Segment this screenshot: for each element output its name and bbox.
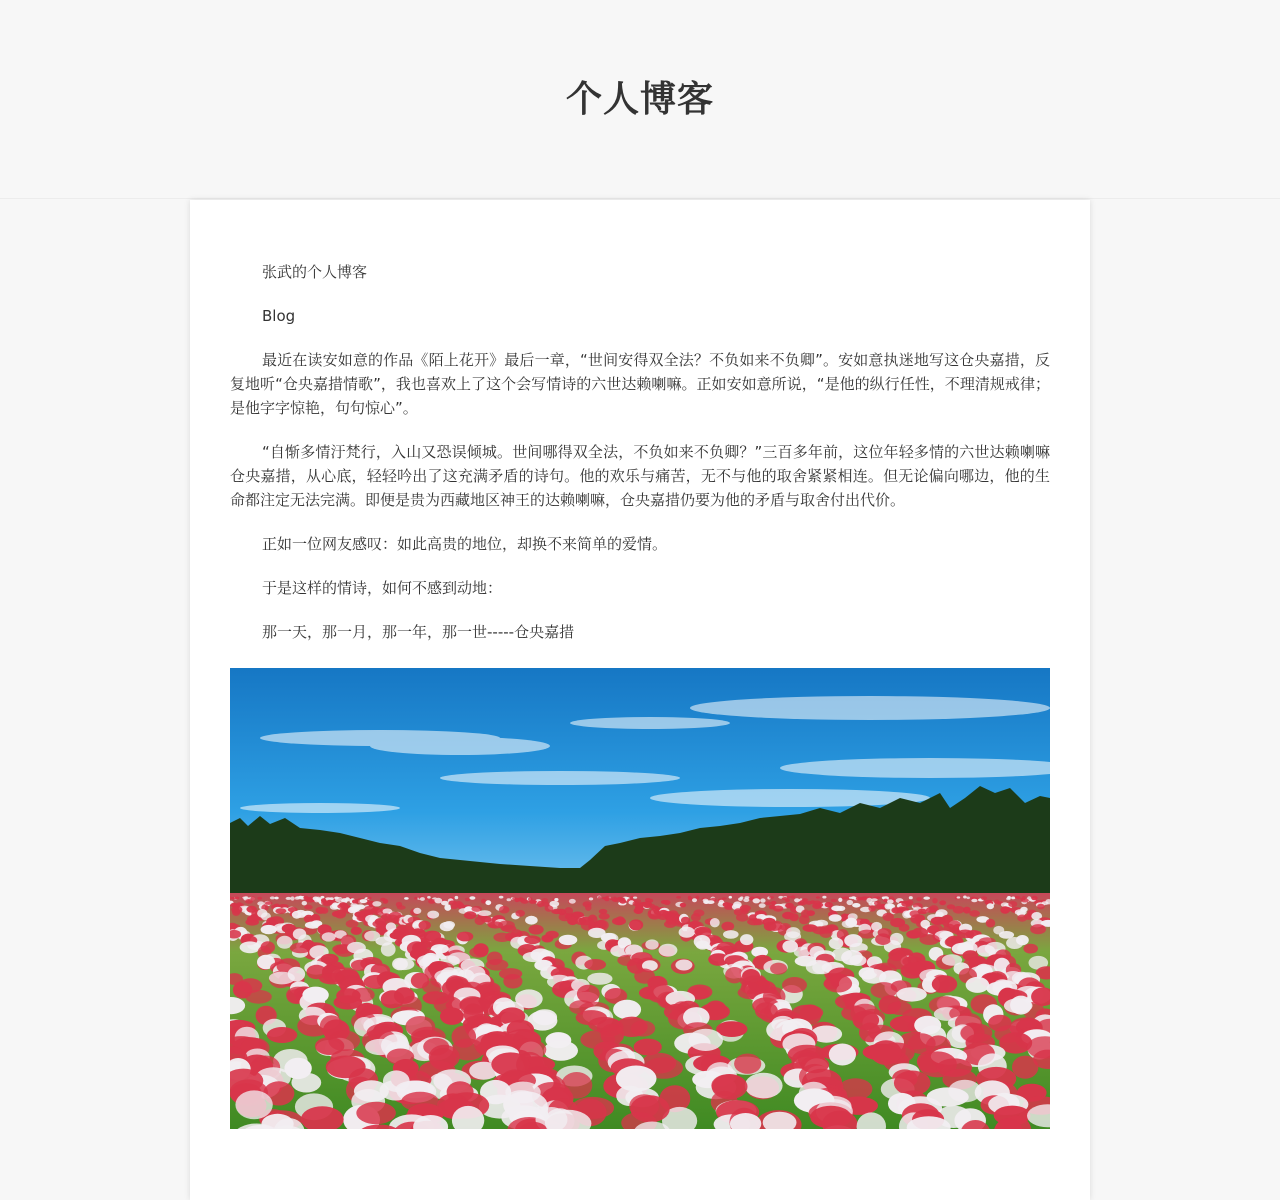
poppy <box>734 1054 761 1074</box>
poppy <box>537 901 544 907</box>
poppy <box>381 942 396 956</box>
poppy <box>710 918 720 927</box>
poppy <box>507 898 512 901</box>
poppy <box>605 898 609 901</box>
poppy <box>473 943 488 956</box>
poppy <box>354 1080 389 1102</box>
poppy-field-illustration <box>230 668 1050 1129</box>
poppy <box>352 905 362 911</box>
poppy <box>773 906 783 912</box>
post-paragraph: 于是这样的情诗，如何不感到动地： <box>262 579 503 597</box>
poppy <box>786 927 800 938</box>
poppy <box>791 895 796 898</box>
poppy <box>799 915 810 925</box>
poppy <box>838 898 842 902</box>
poppy <box>1008 901 1017 907</box>
poppy <box>890 933 904 945</box>
poppy <box>240 941 261 953</box>
poppy <box>901 901 911 907</box>
poppy <box>598 896 602 899</box>
poppy <box>822 896 826 899</box>
poppy <box>899 924 910 932</box>
poppy <box>420 897 425 901</box>
poppy <box>743 898 749 902</box>
post-paragraph: 正如一位网友感叹：如此高贵的地位，却换不来简单的爱情。 <box>262 535 668 553</box>
poppy <box>666 917 676 925</box>
poppy <box>1007 896 1011 899</box>
poppy <box>829 938 844 949</box>
poppy <box>868 905 876 911</box>
poppy <box>847 900 854 905</box>
poppy <box>589 897 593 900</box>
poppy <box>335 910 346 919</box>
poppy <box>322 932 336 941</box>
poppy <box>1031 896 1037 900</box>
poppy <box>745 1073 783 1099</box>
poppy <box>554 898 558 901</box>
poppy <box>789 913 798 921</box>
poppy <box>969 910 980 917</box>
poppy <box>909 896 913 899</box>
poppy <box>676 896 681 899</box>
poppy <box>966 897 970 900</box>
poppy <box>321 907 329 914</box>
poppy <box>633 897 637 899</box>
poppy <box>1021 898 1029 902</box>
poppy <box>1001 907 1012 912</box>
poppy <box>971 899 977 903</box>
poppy <box>876 896 880 898</box>
poppy <box>265 901 273 905</box>
poppy <box>427 896 431 899</box>
poppy <box>360 899 368 903</box>
poppy <box>478 910 491 916</box>
poppy <box>404 897 409 900</box>
poppy <box>235 1090 272 1119</box>
poppy <box>459 997 490 1013</box>
poppy <box>292 911 302 919</box>
poppy <box>852 903 860 908</box>
poppy <box>613 1000 641 1019</box>
poppy <box>533 1009 558 1025</box>
poppy <box>288 967 305 982</box>
poppy <box>932 898 937 904</box>
poppy <box>499 896 504 899</box>
poppy <box>383 899 389 904</box>
poppy <box>679 927 695 938</box>
poppy <box>829 914 842 922</box>
poppy <box>257 897 262 900</box>
poppy <box>837 906 846 911</box>
poppy <box>304 905 313 910</box>
poppy <box>849 955 866 966</box>
poppy <box>966 977 990 993</box>
poppy <box>235 897 240 900</box>
poppy <box>524 935 541 944</box>
poppy <box>529 925 544 935</box>
poppy <box>766 922 782 931</box>
poppy <box>1023 944 1038 954</box>
poppy <box>247 915 259 922</box>
poppy-field-photo <box>230 668 1050 1129</box>
poppy <box>231 897 235 899</box>
poppy <box>419 921 431 930</box>
poppy <box>981 896 987 900</box>
poppy <box>464 911 477 919</box>
poppy <box>1037 904 1045 910</box>
poppy <box>987 903 994 909</box>
poppy <box>559 935 578 945</box>
poppy <box>551 909 562 914</box>
poppy <box>696 940 710 949</box>
poppy <box>499 906 510 914</box>
poppy <box>328 1030 360 1051</box>
poppy <box>440 1008 464 1025</box>
poppy <box>245 990 272 1004</box>
poppy <box>443 921 455 929</box>
poppy <box>738 897 743 901</box>
poppy <box>675 960 692 971</box>
poppy <box>723 930 739 939</box>
poppy <box>765 901 771 905</box>
poppy <box>1012 1056 1038 1079</box>
poppy <box>753 898 761 903</box>
poppy <box>723 902 731 907</box>
poppy <box>290 943 311 954</box>
poppy <box>782 977 807 993</box>
poppy <box>525 916 538 925</box>
poppy <box>302 987 328 1004</box>
poppy <box>740 934 753 945</box>
poppy <box>887 899 894 903</box>
poppy <box>721 922 734 931</box>
poppy <box>503 974 522 989</box>
poppy <box>664 900 671 905</box>
poppy <box>275 908 286 914</box>
poppy <box>1016 935 1029 945</box>
poppy <box>986 919 995 928</box>
poppy <box>529 900 537 904</box>
poppy <box>829 1044 856 1066</box>
poppy <box>414 897 417 900</box>
poppy <box>947 920 961 930</box>
post-paragraph: Blog <box>262 307 296 325</box>
poppy <box>428 899 435 904</box>
post-paragraph: 那一天，那一月，那一年，那一世-----仓央嘉措 <box>262 623 575 641</box>
poppy <box>584 959 606 970</box>
poppy <box>1017 896 1021 899</box>
poppy <box>634 899 641 903</box>
poppy <box>645 939 658 949</box>
poppy <box>957 896 961 898</box>
poppy <box>759 903 766 908</box>
poppy <box>367 897 371 900</box>
poppy <box>831 899 838 903</box>
poppy <box>696 896 700 899</box>
poppy <box>455 896 459 899</box>
poppy <box>729 896 732 899</box>
poppy <box>815 903 823 908</box>
poppy <box>736 914 749 922</box>
poppy <box>693 909 704 916</box>
poppy <box>953 906 965 914</box>
site-header <box>0 0 1280 199</box>
poppy <box>302 901 307 905</box>
poppy <box>427 911 439 919</box>
poppy <box>816 896 820 898</box>
poppy <box>785 899 790 903</box>
poppy <box>261 925 277 934</box>
poppy <box>680 903 686 908</box>
poppy <box>270 896 275 899</box>
poppy <box>515 910 525 917</box>
poppy <box>939 900 946 905</box>
poppy <box>1030 924 1046 934</box>
poppy <box>599 913 610 920</box>
site-title: 个人博客 <box>565 79 714 120</box>
post-card <box>190 200 1090 1200</box>
poppy <box>394 958 415 970</box>
poppy <box>1010 996 1032 1015</box>
poppy <box>807 910 815 916</box>
poppy <box>231 906 242 913</box>
poppy <box>824 975 852 993</box>
poppy <box>769 896 774 898</box>
poppy <box>444 904 451 911</box>
poppy <box>245 899 253 904</box>
poppy <box>1011 897 1015 900</box>
post-paragraph: 张武的个人博客 <box>262 263 368 281</box>
poppy <box>771 901 777 905</box>
poppy <box>631 1020 655 1036</box>
poppy <box>451 904 458 909</box>
poppy <box>397 905 406 909</box>
poppy <box>635 905 643 912</box>
poppy <box>932 975 957 993</box>
poppy <box>346 920 359 928</box>
poppy <box>845 918 857 928</box>
poppy <box>919 934 939 945</box>
poppy <box>799 900 807 905</box>
poppy <box>760 898 765 902</box>
poppy <box>870 1040 901 1065</box>
poppy <box>351 927 362 935</box>
poppy <box>457 932 473 942</box>
poppy <box>469 896 475 899</box>
poppy <box>515 898 520 902</box>
poppy <box>615 916 625 925</box>
poppy <box>587 973 612 985</box>
poppy <box>291 1073 321 1093</box>
poppy <box>544 1040 578 1060</box>
poppy <box>336 988 360 1003</box>
poppy <box>485 900 491 905</box>
poppy <box>413 908 421 914</box>
post-paragraph: “自惭多情汙梵行，入山又恐误倾城。世间哪得双全法，不负如来不负卿？”三百多年前，这位年轻多情的六世达赖喇嘛仓央嘉措，从心底，轻轻吟出了这充满矛盾的诗句。他的欢乐与痛苦，无不与他的取舍紧紧相连。但无论偏向哪边，他的生命都注定无法完满。即便是贵为西藏地区神王的达赖喇嘛，仓央嘉措仍要为他的矛盾与取舍付出代价。 <box>230 443 1050 509</box>
poppy <box>923 897 930 900</box>
poppy <box>963 896 967 899</box>
poppy <box>521 899 529 903</box>
poppy <box>481 916 492 923</box>
poppy <box>1017 915 1027 922</box>
poppy <box>649 914 661 920</box>
poppy <box>372 901 381 906</box>
poppy <box>707 900 715 904</box>
post-paragraph: 最近在读安如意的作品《陌上花开》最后一章，“世间安得双全法？不负如来不负卿”。安如意执迷地写这仓央嘉措，反复地听“仓央嘉措情歌”，我也喜欢上了这个会写情诗的六世达赖喇嘛。正如安如意所说，“是他的纵行任性，不理清规戒律；是他字字惊艳，句句惊心”。 <box>230 351 1050 417</box>
poppy <box>488 921 503 928</box>
poppy <box>619 899 626 903</box>
poppy <box>356 1102 396 1124</box>
poppy <box>916 897 922 901</box>
poppy <box>275 897 279 900</box>
poppy <box>585 904 591 911</box>
poppy <box>569 899 576 904</box>
poppy <box>261 941 275 953</box>
poppy <box>692 898 697 902</box>
poppy <box>948 1080 981 1103</box>
poppy <box>290 896 294 900</box>
poppy <box>629 919 643 930</box>
poppy <box>688 1029 723 1051</box>
poppy <box>659 944 678 957</box>
poppy <box>875 933 891 945</box>
poppy <box>267 1027 297 1043</box>
poppy <box>545 931 558 939</box>
poppy <box>897 987 927 1001</box>
poppy <box>434 898 442 904</box>
poppy <box>753 919 765 926</box>
poppy <box>770 963 787 975</box>
poppy <box>819 928 832 938</box>
